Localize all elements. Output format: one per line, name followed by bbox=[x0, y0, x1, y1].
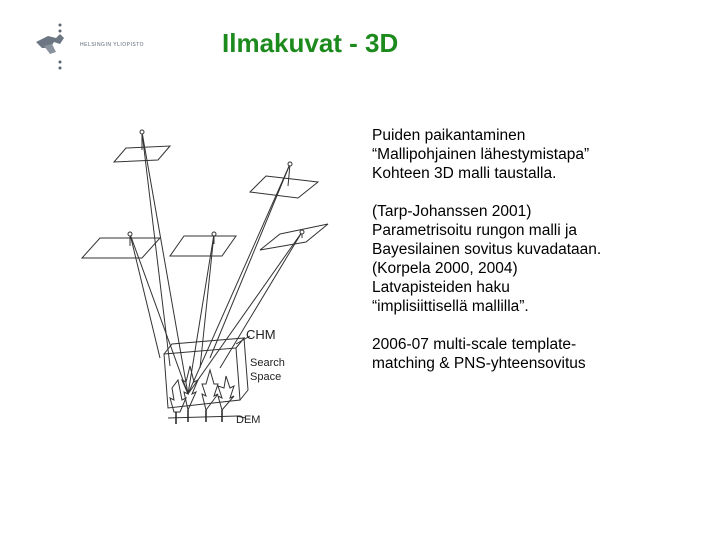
text-line: matching & PNS-yhteensovitus bbox=[372, 355, 586, 372]
university-logo bbox=[30, 22, 150, 72]
projection-center-3 bbox=[128, 232, 132, 236]
diagram-drawing bbox=[60, 118, 360, 438]
university-seal-icon bbox=[30, 22, 80, 72]
dem-ground bbox=[168, 416, 238, 418]
projection-center-1 bbox=[140, 130, 144, 134]
paragraph-1 bbox=[372, 126, 712, 183]
projection-center-4 bbox=[212, 232, 216, 236]
label-dem: DEM bbox=[236, 414, 261, 426]
label-search-line-1: Search bbox=[250, 357, 285, 369]
image-plane-3 bbox=[82, 238, 160, 258]
camera-geometry-diagram bbox=[60, 118, 360, 438]
label-chm: CHM bbox=[246, 327, 276, 342]
text-line: Parametrisoitu rungon malli ja bbox=[372, 222, 578, 239]
text-line: (Tarp-Johanssen 2001) bbox=[372, 203, 532, 220]
text-line: Bayesilainen sovitus kuvadataan. bbox=[372, 241, 602, 258]
text-line: “implisiittisellä mallilla”. bbox=[372, 298, 529, 315]
search-space-volume bbox=[164, 348, 240, 408]
paragraph-3 bbox=[372, 335, 712, 373]
text-line: 2006-07 multi-scale template- bbox=[372, 336, 577, 353]
projection-center-5 bbox=[300, 230, 304, 234]
tree-2 bbox=[202, 370, 218, 410]
body-text bbox=[372, 126, 712, 392]
tree-3 bbox=[218, 376, 234, 410]
slide-title: Ilmakuvat - 3D bbox=[222, 28, 399, 58]
text-line: Latvapisteiden haku bbox=[372, 279, 510, 296]
image-plane-4 bbox=[170, 236, 236, 256]
text-line: Kohteen 3D malli taustalla. bbox=[372, 165, 557, 182]
label-search-space bbox=[250, 356, 285, 384]
text-line: (Korpela 2000, 2004) bbox=[372, 260, 518, 277]
logo-text: HELSINGIN YLIOPISTO bbox=[80, 42, 145, 48]
text-line: “Mallipohjainen lähestymistapa” bbox=[372, 146, 590, 163]
paragraph-2 bbox=[372, 202, 712, 316]
projection-center-2 bbox=[288, 162, 292, 166]
label-search-line-2: Space bbox=[250, 371, 282, 383]
text-line: Puiden paikantaminen bbox=[372, 127, 526, 144]
